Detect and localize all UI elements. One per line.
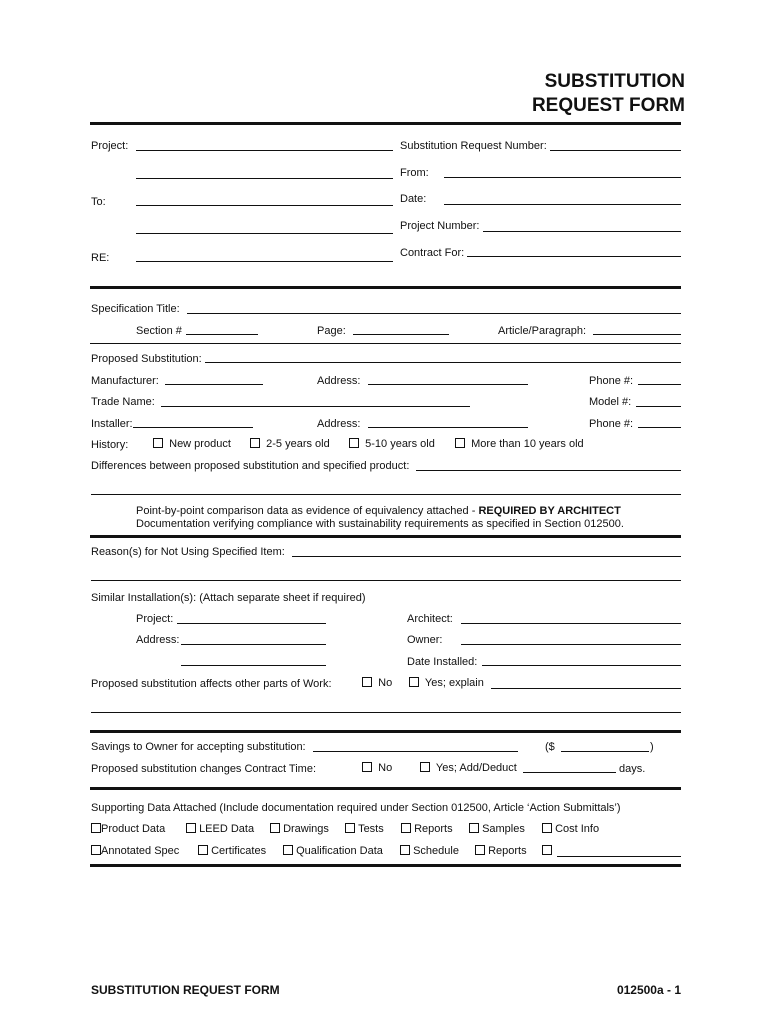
support-leed-data[interactable] xyxy=(186,823,254,836)
checkbox[interactable] xyxy=(186,823,196,833)
section-rule-1 xyxy=(90,286,681,289)
comparison-required: REQUIRED BY ARCHITECT xyxy=(478,505,621,517)
support-schedule-label: Schedule xyxy=(413,845,459,857)
footer-title: SUBSTITUTION REQUEST FORM xyxy=(91,983,280,997)
manufacturer-phone-label: Phone #: xyxy=(589,375,634,387)
support-drawings-label: Drawings xyxy=(283,823,329,835)
from-label: From: xyxy=(400,167,429,179)
affects-explain-field-line2[interactable] xyxy=(91,712,681,713)
section-rule-2 xyxy=(90,343,681,344)
support-reports-2-label: Reports xyxy=(488,845,527,857)
history-option-new-label: New product xyxy=(169,438,231,450)
history-option-5-10[interactable] xyxy=(349,438,435,451)
contract-time-no-option[interactable] xyxy=(362,762,392,775)
history-label: History: xyxy=(91,439,129,451)
installer-label: Installer: xyxy=(91,418,133,430)
checkbox[interactable] xyxy=(409,677,419,687)
support-samples[interactable] xyxy=(469,823,525,836)
checkbox[interactable] xyxy=(250,438,260,448)
to-field[interactable] xyxy=(136,205,393,206)
date-installed-label: Date Installed: xyxy=(407,656,478,668)
section-rule-3 xyxy=(90,535,681,538)
affects-no-option[interactable] xyxy=(362,677,392,690)
support-qualification-data-label: Qualification Data xyxy=(296,845,383,857)
proposed-substitution-field[interactable] xyxy=(205,362,681,363)
date-installed-field[interactable] xyxy=(482,665,681,666)
support-tests[interactable] xyxy=(345,823,384,836)
checkbox[interactable] xyxy=(542,845,552,855)
support-other[interactable] xyxy=(542,845,552,858)
section-rule-4 xyxy=(90,730,681,733)
affects-yes-label: Yes; explain xyxy=(424,677,484,689)
specification-title-label: Specification Title: xyxy=(91,303,180,315)
installer-field[interactable] xyxy=(133,427,253,428)
installer-phone-label: Phone #: xyxy=(589,418,634,430)
to-label: To: xyxy=(91,196,106,208)
support-reports-label: Reports xyxy=(414,823,453,835)
substitution-request-number-label: Substitution Request Number: xyxy=(400,140,547,152)
installer-address-label: Address: xyxy=(317,418,361,430)
contract-time-days-field[interactable] xyxy=(523,772,616,773)
date-label: Date: xyxy=(400,193,427,205)
checkbox[interactable] xyxy=(91,845,101,855)
history-option-2-5[interactable] xyxy=(250,438,330,451)
support-product-data-label: Product Data xyxy=(101,823,166,835)
comparison-note-line2: Documentation verifying compliance with sustainability requirements as specified in Section 012500. xyxy=(136,518,624,530)
support-leed-data-label: LEED Data xyxy=(199,823,255,835)
support-reports[interactable] xyxy=(401,823,453,836)
contract-time-label: Proposed substitution changes Contract Time: xyxy=(91,763,317,775)
savings-amount-field[interactable] xyxy=(561,751,649,752)
support-drawings[interactable] xyxy=(270,823,329,836)
similar-project-label: Project: xyxy=(136,613,174,625)
history-option-5-10-label: 5-10 years old xyxy=(365,438,435,450)
affects-label: Proposed substitution affects other parts of Work: xyxy=(91,678,332,690)
reasons-field[interactable] xyxy=(292,556,681,557)
history-option-10-plus[interactable] xyxy=(455,438,584,451)
affects-explain-field[interactable] xyxy=(491,688,681,689)
to-field-line2[interactable] xyxy=(136,233,393,234)
savings-dollar-close: ) xyxy=(650,741,654,753)
form-title xyxy=(532,70,685,118)
similar-address-field[interactable] xyxy=(181,644,326,645)
checkbox[interactable] xyxy=(455,438,465,448)
project-field[interactable] xyxy=(136,150,393,151)
manufacturer-label: Manufacturer: xyxy=(91,375,159,387)
checkbox[interactable] xyxy=(153,438,163,448)
checkbox[interactable] xyxy=(475,845,485,855)
article-paragraph-field[interactable] xyxy=(593,334,681,335)
support-other-field[interactable] xyxy=(557,856,681,857)
comparison-note-text: Point-by-point comparison data as evidence of equivalency attached - xyxy=(136,505,479,517)
footer-page-number: 012500a - 1 xyxy=(616,983,681,997)
page-label: Page: xyxy=(317,325,346,337)
differences-field[interactable] xyxy=(416,470,681,471)
header-rule xyxy=(90,122,681,125)
trade-name-field[interactable] xyxy=(161,406,470,407)
checkbox[interactable] xyxy=(400,845,410,855)
differences-field-line2[interactable] xyxy=(91,494,681,495)
checkbox[interactable] xyxy=(469,823,479,833)
manufacturer-address-label: Address: xyxy=(317,375,361,387)
similar-installations-label: Similar Installation(s): (Attach separate sheet if required) xyxy=(91,592,366,604)
contract-for-label: Contract For: xyxy=(400,247,465,259)
re-label: RE: xyxy=(91,252,110,264)
section-label: Section # xyxy=(136,325,182,337)
re-field[interactable] xyxy=(136,261,393,262)
savings-field[interactable] xyxy=(313,751,518,752)
checkbox[interactable] xyxy=(401,823,411,833)
support-annotated-spec-label: Annotated Spec xyxy=(101,845,180,857)
checkbox[interactable] xyxy=(362,762,372,772)
comparison-note xyxy=(136,505,624,531)
similar-address-field-line2[interactable] xyxy=(181,665,326,666)
support-qualification-data[interactable] xyxy=(283,845,383,858)
checkbox[interactable] xyxy=(198,845,208,855)
supporting-data-label: Supporting Data Attached (Include documentation required under Section 012500, Article ‘Action Submittals’) xyxy=(91,802,621,814)
support-product-data[interactable] xyxy=(91,823,165,836)
support-cost-info[interactable] xyxy=(542,823,599,836)
form-title-line2: REQUEST FORM xyxy=(531,95,685,116)
architect-field[interactable] xyxy=(461,623,681,624)
project-number-field[interactable] xyxy=(483,231,681,232)
support-reports-2[interactable] xyxy=(475,845,527,858)
savings-dollar-open: ($ xyxy=(545,741,555,753)
support-certificates[interactable] xyxy=(198,845,266,858)
checkbox[interactable] xyxy=(270,823,280,833)
project-number-label: Project Number: xyxy=(400,220,480,232)
installer-address-field[interactable] xyxy=(368,427,528,428)
project-field-line2[interactable] xyxy=(136,178,393,179)
checkbox[interactable] xyxy=(362,677,372,687)
days-label: days. xyxy=(619,763,646,775)
comparison-note-line1 xyxy=(136,505,624,518)
trade-name-label: Trade Name: xyxy=(91,396,155,408)
architect-label: Architect: xyxy=(407,613,453,625)
support-samples-label: Samples xyxy=(482,823,525,835)
installer-phone-field[interactable] xyxy=(638,427,681,428)
support-certificates-label: Certificates xyxy=(211,845,267,857)
reasons-label: Reason(s) for Not Using Specified Item: xyxy=(91,546,285,558)
similar-project-field[interactable] xyxy=(177,623,326,624)
project-label: Project: xyxy=(91,140,129,152)
owner-field[interactable] xyxy=(461,644,681,645)
savings-label: Savings to Owner for accepting substitution: xyxy=(91,741,306,753)
proposed-substitution-label: Proposed Substitution: xyxy=(91,353,202,365)
support-tests-label: Tests xyxy=(358,823,384,835)
support-schedule[interactable] xyxy=(400,845,459,858)
affects-yes-option[interactable] xyxy=(409,677,484,690)
specification-title-field[interactable] xyxy=(187,313,681,314)
similar-address-label: Address: xyxy=(136,634,180,646)
section-field[interactable] xyxy=(186,334,258,335)
form-title-line1: SUBSTITUTION xyxy=(544,71,685,92)
checkbox[interactable] xyxy=(283,845,293,855)
section-rule-6 xyxy=(90,864,681,867)
contract-time-no-label: No xyxy=(378,762,393,774)
contract-time-yes-option[interactable] xyxy=(420,762,517,775)
substitution-request-number-field[interactable] xyxy=(550,150,681,151)
from-field[interactable] xyxy=(444,177,681,178)
checkbox[interactable] xyxy=(349,438,359,448)
affects-no-label: No xyxy=(378,677,393,689)
section-rule-5 xyxy=(90,787,681,790)
history-option-10-plus-label: More than 10 years old xyxy=(471,438,584,450)
reasons-field-line2[interactable] xyxy=(91,580,681,581)
support-annotated-spec[interactable] xyxy=(91,845,179,858)
history-option-new[interactable] xyxy=(153,438,231,451)
contract-for-field[interactable] xyxy=(467,256,681,257)
checkbox[interactable] xyxy=(345,823,355,833)
support-cost-info-label: Cost Info xyxy=(555,823,600,835)
checkbox[interactable] xyxy=(420,762,430,772)
history-option-2-5-label: 2-5 years old xyxy=(266,438,330,450)
owner-label: Owner: xyxy=(407,634,443,646)
model-field[interactable] xyxy=(636,406,681,407)
date-field[interactable] xyxy=(444,204,681,205)
checkbox[interactable] xyxy=(542,823,552,833)
manufacturer-address-field[interactable] xyxy=(368,384,528,385)
model-label: Model #: xyxy=(589,396,632,408)
manufacturer-field[interactable] xyxy=(165,384,263,385)
contract-time-yes-label: Yes; Add/Deduct xyxy=(435,762,517,774)
manufacturer-phone-field[interactable] xyxy=(638,384,681,385)
checkbox[interactable] xyxy=(91,823,101,833)
page-field[interactable] xyxy=(353,334,449,335)
article-paragraph-label: Article/Paragraph: xyxy=(498,325,587,337)
differences-label: Differences between proposed substitution and specified product: xyxy=(91,460,410,472)
